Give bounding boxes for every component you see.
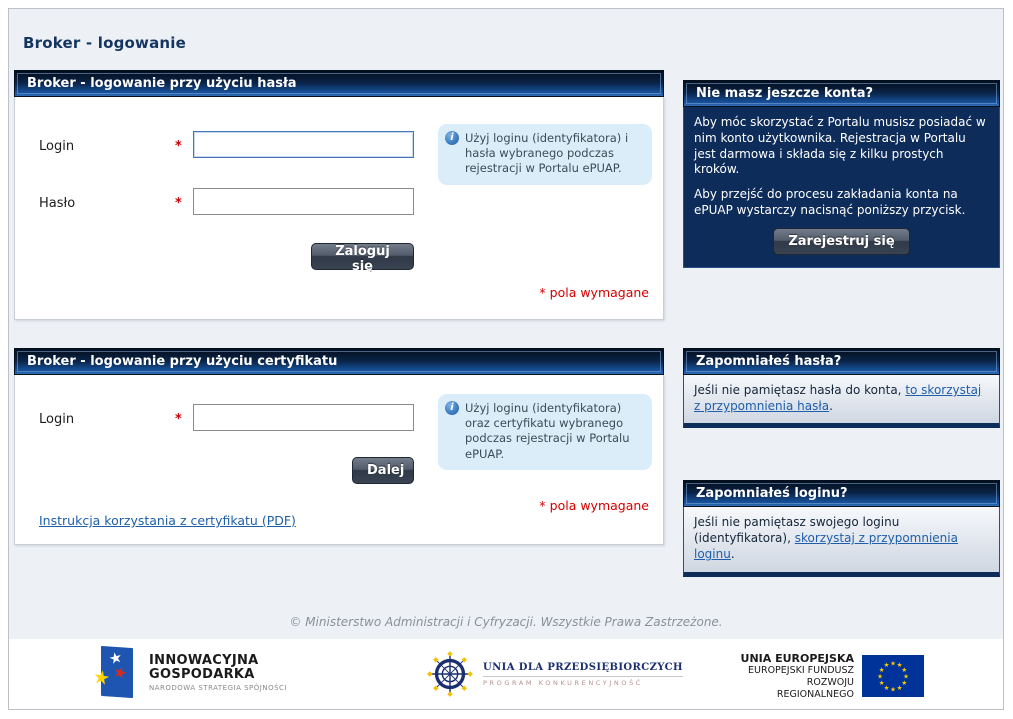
forgot-password-body: Jeśli nie pamiętasz hasła do konta, to skorzystaj z przypomnienia hasła.: [683, 375, 1000, 428]
svg-text:★: ★: [878, 679, 885, 688]
unia-europejska-logo: UNIA EUROPEJSKA EUROPEJSKI FUNDUSZ ROZWOJU REGIONALNEGO ★ ★ ★ ★ ★ ★ ★ ★ ★ ★ ★ ★: [736, 652, 924, 701]
password-panel-body: [14, 97, 664, 320]
forgot-login-box: [683, 480, 1000, 577]
svg-text:★: ★: [877, 672, 883, 681]
register-box: [683, 80, 1000, 268]
svg-text:★: ★: [901, 679, 908, 688]
cert-login-input[interactable]: [193, 404, 414, 431]
svg-text:★: ★: [890, 685, 896, 694]
password-panel-header: [14, 70, 664, 97]
info-icon: i: [445, 131, 459, 145]
register-paragraph-1: Aby móc skorzystać z Portalu musisz posiadać w nim konto użytkownika. Rejestracja w Portalu jest darmowa i składa się z kilku prostych kroków.: [694, 115, 986, 177]
footer-logo-strip: [9, 639, 1003, 710]
forgot-password-link[interactable]: to skorzystaj z przypomnienia hasła: [694, 383, 982, 414]
certificate-required-note: * pola wymagane: [539, 498, 649, 513]
login-label: Login: [39, 139, 75, 154]
certificate-instruction-link[interactable]: Instrukcja korzystania z certyfikatu (PDF): [39, 513, 296, 528]
register-box-header: [683, 80, 1000, 107]
svg-text:★: ★: [878, 666, 885, 675]
certificate-next-button[interactable]: Dalej: [352, 457, 414, 484]
main-container: [8, 8, 1004, 710]
svg-text:★: ★: [901, 666, 908, 675]
cert-login-required-asterisk: *: [175, 412, 182, 427]
eu-flag-icon: [862, 655, 924, 697]
password-required-asterisk: *: [175, 196, 182, 211]
password-info-box: [438, 124, 652, 185]
password-panel-header-text: Broker - logowanie przy użyciu hasła: [17, 73, 661, 94]
forgot-password-header-text: Zapomniałeś hasła?: [686, 351, 997, 372]
register-paragraph-2: Aby przejść do procesu zakładania konta na ePUAP wystarczy nacisnąć poniższy przycisk.: [694, 187, 966, 218]
certificate-login-panel: [14, 348, 664, 545]
forgot-login-body: Jeśli nie pamiętasz swojego loginu (identyfikatora), skorzystaj z przypomnienia loginu.: [683, 507, 1000, 577]
register-button[interactable]: Zarejestruj się: [773, 228, 909, 255]
svg-text:★: ★: [883, 661, 890, 670]
login-submit-button[interactable]: Zaloguj się: [311, 243, 414, 270]
password-login-panel: [14, 70, 664, 320]
certificate-panel-header-text: Broker - logowanie przy użyciu certyfikatu: [17, 351, 661, 372]
forgot-password-box: [683, 348, 1000, 428]
password-info-text: Użyj loginu (identyfikatora) i hasła wybranego podczas rejestracji w Portalu ePUAP.: [465, 131, 629, 176]
certificate-info-text: Użyj loginu (identyfikatora) oraz certyfikatu wybranego podczas rejestracji w Portalu ePUAP.: [465, 401, 630, 461]
forgot-password-header: [683, 348, 1000, 375]
svg-text:★: ★: [883, 684, 890, 693]
svg-text:★: ★: [896, 661, 903, 670]
forgot-login-header-text: Zapomniałeś loginu?: [686, 483, 997, 504]
page-title: Broker - logowanie: [23, 34, 187, 52]
forgot-login-header: [683, 480, 1000, 507]
password-required-note: * pola wymagane: [539, 285, 649, 300]
forgot-password-text: Jeśli nie pamiętasz hasła do konta,: [694, 383, 906, 397]
password-input[interactable]: [193, 188, 414, 215]
info-icon: i: [445, 401, 459, 415]
register-box-body: [683, 107, 1000, 268]
certificate-panel-body: [14, 375, 664, 545]
innowacyjna-gospodarka-logo: ★ ★ ★ INNOWACYJNA GOSPODARKA NARODOWA STRATEGIA SPÓJNOŚCI: [95, 647, 287, 699]
certificate-info-box: [438, 394, 652, 470]
copyright-text: © Ministerstwo Administracji i Cyfryzacji. Wszystkie Prawa Zastrzeżone.: [289, 615, 723, 629]
svg-text:★: ★: [903, 672, 909, 681]
svg-text:★: ★: [896, 684, 903, 693]
register-box-header-text: Nie masz jeszcze konta?: [686, 83, 997, 104]
forgot-login-text: Jeśli nie pamiętasz swojego loginu (identyfikatora),: [694, 515, 900, 546]
svg-text:★: ★: [890, 659, 896, 668]
login-input[interactable]: [193, 131, 414, 158]
certificate-panel-header: [14, 348, 664, 375]
innowacyjna-gospodarka-flag-icon: ★ ★ ★: [95, 647, 139, 699]
forgot-login-link[interactable]: skorzystaj z przypomnienia loginu: [694, 531, 958, 562]
unia-dla-przedsiebiorczych-logo: UNIA DLA PRZEDSIĘBIORCZYCH PROGRAM KONKURENCYJNOŚĆ: [426, 650, 683, 698]
cert-login-label: Login: [39, 412, 75, 427]
password-label: Hasło: [39, 196, 76, 211]
login-required-asterisk: *: [175, 139, 182, 154]
compass-icon: [426, 650, 474, 698]
